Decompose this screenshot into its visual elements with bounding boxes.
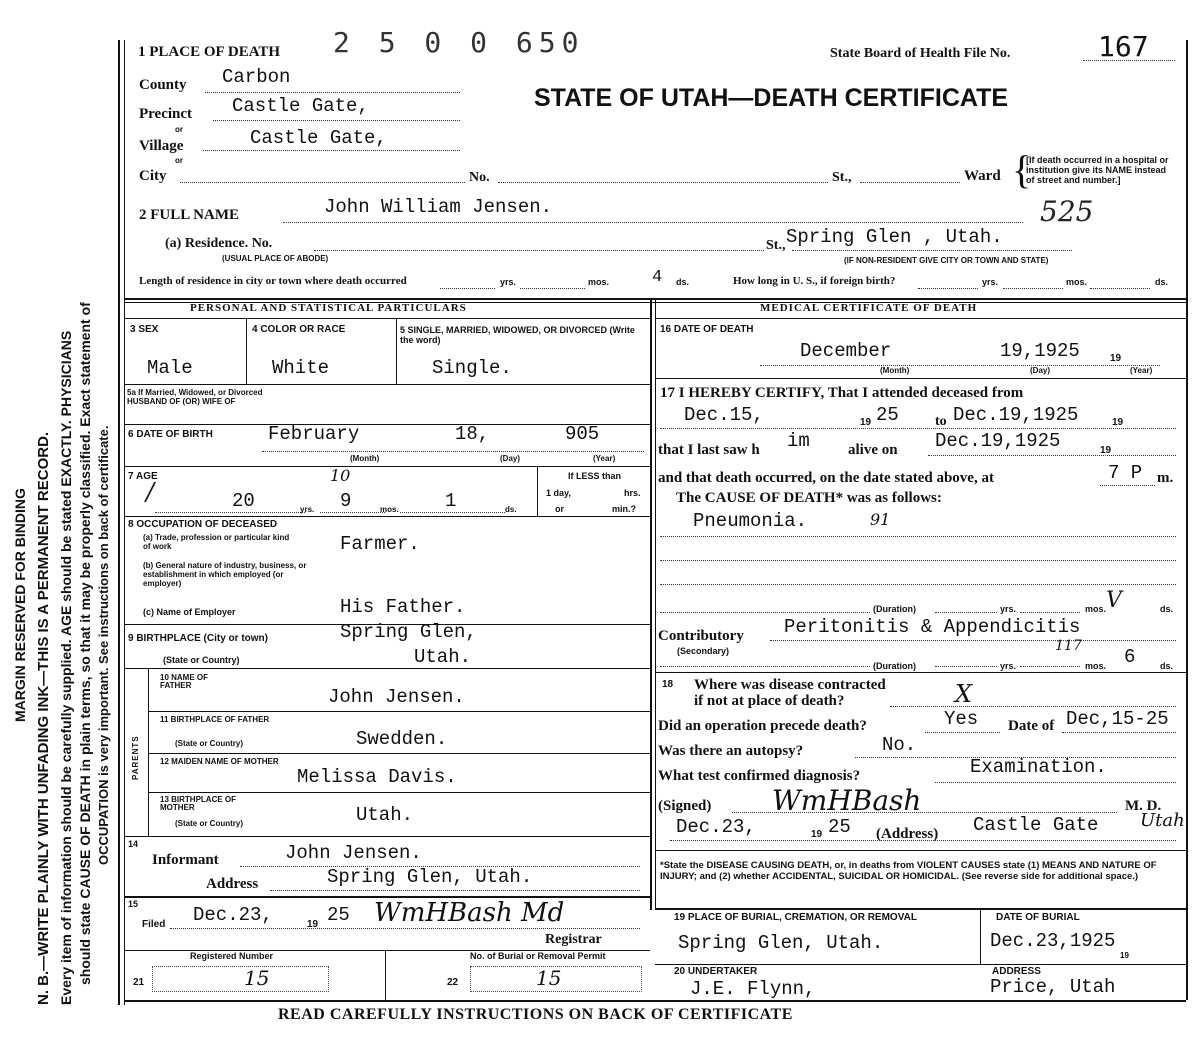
burial-place: Spring Glen, Utah. <box>678 932 884 954</box>
precinct-label: Precinct <box>139 106 193 122</box>
informant-address: Spring Glen, Utah. <box>327 866 533 888</box>
employer-value: His Father. <box>340 596 466 618</box>
father-value: John Jensen. <box>328 686 465 708</box>
us-label: How long in U. S., if foreign birth? <box>733 275 896 287</box>
residence-sub: (USUAL PLACE OF ABODE) <box>222 254 329 263</box>
filed-date: Dec.23, <box>193 904 273 926</box>
cause-value: Pneumonia. <box>693 510 808 532</box>
nonres-note: (IF NON-RESIDENT GIVE CITY OR TOWN AND STATE) <box>844 256 1049 265</box>
stamp-number: 2 5 0 0 650 <box>333 26 585 59</box>
physician-address: Castle Gate <box>973 814 1099 836</box>
margin-nb: N. B.—WRITE PLAINLY WITH UNFADING INK—THIS IS A PERMANENT RECORD. <box>35 431 52 1005</box>
ward-hand: 525 <box>1040 195 1094 228</box>
column-divider <box>650 300 652 910</box>
operation-date: Dec,15-25 <box>1066 708 1169 730</box>
residence-label: (a) Residence. No. <box>165 236 273 251</box>
medical-heading: MEDICAL CERTIFICATE OF DEATH <box>760 302 978 314</box>
sex-value: Male <box>147 357 193 379</box>
margin-line2: should state CAUSE OF DEATH in plain terms, so that it may be properly classified. Exact statement of <box>77 302 93 985</box>
margin-line3: OCCUPATION is very important. See instructions on back of certificate. <box>96 425 111 865</box>
age-months: 9 <box>340 490 352 512</box>
st-label: St., <box>832 170 852 185</box>
birthplace-state: Utah. <box>414 646 472 668</box>
age-years: 20 <box>232 490 255 512</box>
death-hour: 7 P <box>1108 462 1143 484</box>
registered-number: 15 <box>244 966 270 990</box>
sign-date: Dec.23, <box>676 816 756 838</box>
undertaker-address: Price, Utah <box>990 976 1116 998</box>
village-value: Castle Gate, <box>250 127 387 149</box>
father-birthplace: Swedden. <box>356 728 448 750</box>
footnote: *State the DISEASE CAUSING DEATH, or, in deaths from VIOLENT CAUSES state (1) MEANS AND NATURE OF INJURY; and (2) whether ACCIDENTAL, SUICIDAL OR HOMICIDAL. (See reverse side for additional space.) <box>660 860 1157 882</box>
file-number: 167 <box>1098 30 1149 63</box>
residence-value: Spring Glen , Utah. <box>786 226 1003 248</box>
file-label: State Board of Health File No. <box>830 46 1011 61</box>
attended-to: Dec.19,1925 <box>953 404 1079 426</box>
no-label: No. <box>469 170 490 185</box>
dob-year: 905 <box>565 423 600 445</box>
residence-days: 4 <box>652 268 663 287</box>
birthplace-city: Spring Glen, <box>340 621 477 643</box>
attended-from: Dec.15, <box>684 404 764 426</box>
margin-line1: Every item of information should be carefully supplied. AGE should be stated EXACTLY. PHYSICIANS <box>58 330 74 1005</box>
age-days: 1 <box>445 490 457 512</box>
precinct-value: Castle Gate, <box>232 95 369 117</box>
alive-date: Dec.19,1925 <box>935 430 1061 452</box>
dob-day: 18, <box>455 423 490 445</box>
city-label: City <box>139 168 167 184</box>
informant-value: John Jensen. <box>285 842 422 864</box>
full-name-label: 2 FULL NAME <box>139 207 240 223</box>
burial-date: Dec.23,1925 <box>990 930 1116 952</box>
form-right-border <box>1186 40 1188 1000</box>
burial-permit-number: 15 <box>536 966 562 990</box>
parents-label: PARENTS <box>131 735 140 780</box>
length-label: Length of residence in city or town where death occurred <box>139 275 407 287</box>
full-name-value: John William Jensen. <box>324 196 553 218</box>
form-left-border <box>118 40 120 1005</box>
registrar-signature: WmHBash Md <box>374 898 565 928</box>
place-of-death-label: 1 PLACE OF DEATH <box>138 44 281 60</box>
contributory-value: Peritonitis & Appendicitis <box>784 616 1081 638</box>
personal-heading: PERSONAL AND STATISTICAL PARTICULARS <box>190 302 467 314</box>
certificate-title: STATE OF UTAH—DEATH CERTIFICATE <box>534 84 1009 112</box>
occupation-value: Farmer. <box>340 533 420 555</box>
ward-label: Ward <box>964 168 1001 184</box>
mother-value: Melissa Davis. <box>297 766 457 788</box>
village-label: Village <box>139 138 184 154</box>
contributory-duration: 6 <box>1124 646 1136 668</box>
county-label: County <box>139 77 187 93</box>
margin-binding: MARGIN RESERVED FOR BINDING <box>12 488 28 722</box>
dob-month: February <box>268 423 360 445</box>
mother-birthplace: Utah. <box>356 804 414 826</box>
marital-value: Single. <box>432 357 512 379</box>
undertaker-value: J.E. Flynn, <box>690 978 816 1000</box>
ward-note: [If death occurred in a hospital or institution give its NAME instead of street and number.] <box>1026 155 1169 185</box>
operation-value: Yes <box>944 708 979 730</box>
autopsy-value: No. <box>882 734 917 756</box>
footer-instructions: READ CAREFULLY INSTRUCTIONS ON BACK OF CERTIFICATE <box>278 1006 793 1023</box>
death-day: 19,1925 <box>1000 340 1080 362</box>
certify-text: 17 I HEREBY CERTIFY, That I attended deceased from <box>660 385 1024 401</box>
physician-signature: WmHBash <box>772 784 922 817</box>
county-value: Carbon <box>222 66 291 88</box>
test-value: Examination. <box>970 756 1107 778</box>
death-month: December <box>800 340 892 362</box>
race-value: White <box>272 357 330 379</box>
